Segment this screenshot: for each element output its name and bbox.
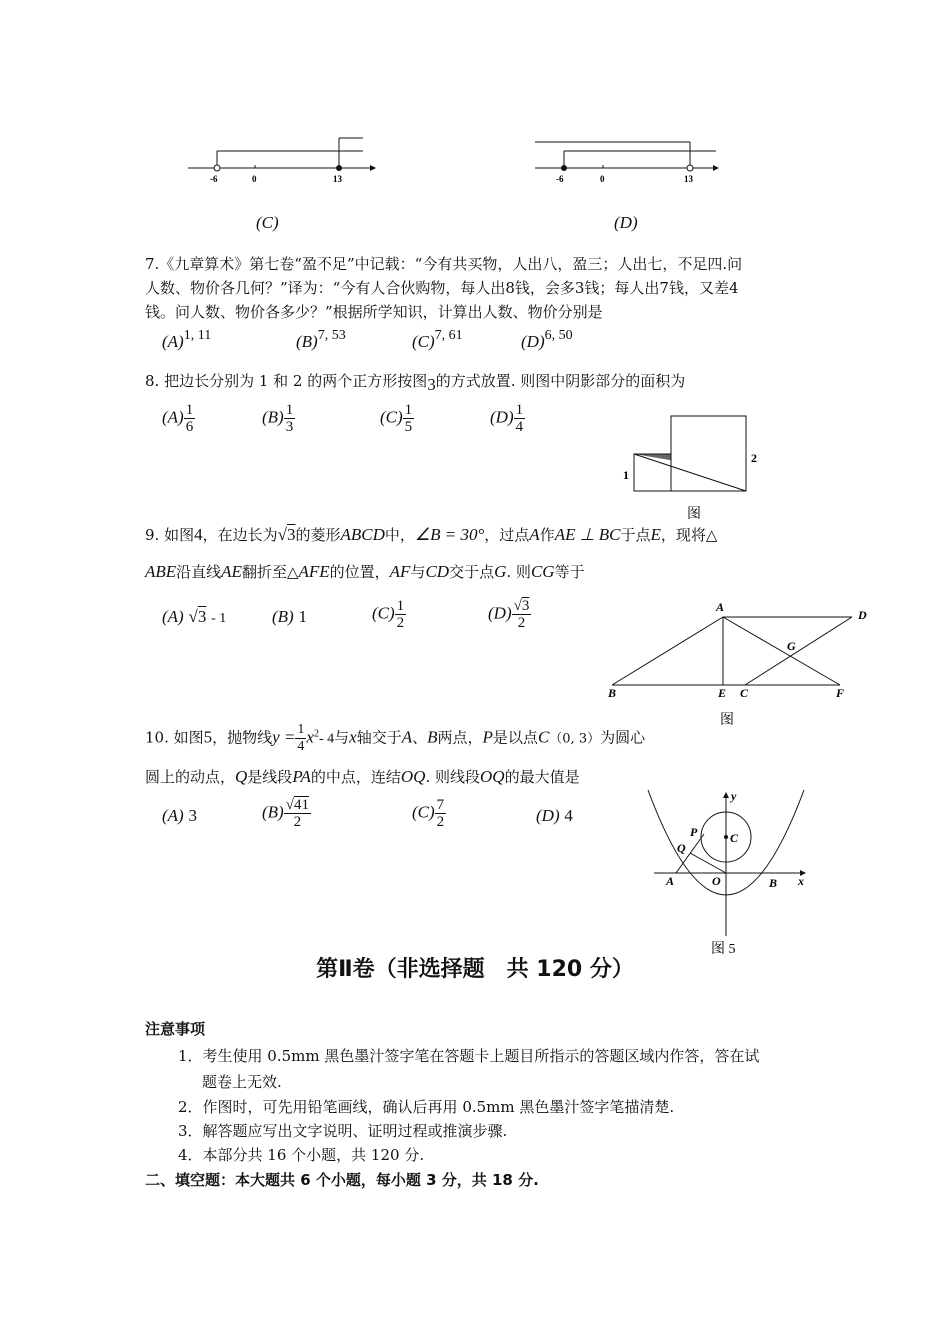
q7-line2: 人数、物价各几何？”译为：“今有人合伙购物，每人出8钱，会多3钱；每人出7钱，又差4 — [145, 279, 739, 297]
fig-label: 1 — [623, 468, 629, 482]
fig-point-label: B — [769, 876, 778, 890]
q7-option-a: (A)1, 11 — [162, 328, 212, 351]
q10-line2: 圆上的动点，Q是线段PA的中点，连结OQ. 则线段OQ的最大值是 — [145, 767, 580, 786]
q9-option-d: (D) $\frac{√3}{2}$ — [488, 598, 530, 631]
q8-option-a: (A) $\frac{1}{6}$ — [162, 402, 194, 435]
q10-option-d: (D) 4 — [536, 806, 573, 825]
tick-label: 13 — [684, 174, 693, 184]
numberline-c-figure — [185, 135, 385, 195]
q7-option-b: (B)7, 53 — [296, 328, 346, 351]
q10-figure — [640, 786, 820, 964]
q9-option-b: (B) 1 — [272, 607, 307, 626]
q10-option-c: (C) $\frac{7}{2}$ — [412, 797, 445, 830]
q9-option-a: (A) √3 - 1 — [162, 607, 227, 626]
option-label-c: (C) — [256, 213, 279, 232]
note-item: 题卷上无效. — [202, 1073, 282, 1091]
note-item: 3．解答题应写出文字说明、证明过程或推演步骤. — [178, 1122, 508, 1140]
q10-option-b: (B) $\frac{√41}{2}$ — [262, 797, 309, 830]
fig-point-label: O — [712, 874, 721, 888]
part2-heading: 二、填空题：本大题共 6 个小题，每小题 3 分，共 18 分. — [145, 1171, 539, 1189]
q8-stem: 8. 把边长分别为 1 和 2 的两个正方形按图3的方式放置. 则图中阴影部分的面积为 — [145, 372, 686, 394]
q7-option-d: (D)6, 50 — [521, 328, 573, 351]
section-title: 第Ⅱ卷（非选择题 共 120 分） — [316, 957, 634, 982]
fig-point-label: P — [690, 825, 698, 839]
tick-label: -6 — [556, 174, 564, 184]
fig-point-label: C — [730, 831, 739, 845]
q7-option-c: (C)7, 61 — [412, 328, 463, 351]
fig-caption: 图 — [720, 713, 734, 728]
fig-caption: 图 — [687, 507, 701, 522]
q9-option-c: (C) $\frac{1}{2}$ — [372, 598, 405, 631]
notes-heading: 注意事项 — [145, 1020, 206, 1038]
fig-point-label: Q — [677, 841, 686, 855]
fig-point-label: B — [608, 686, 617, 700]
q7-line1: 7.《九章算术》第七卷“盈不足”中记载：“今有共买物，人出八，盈三；人出七，不足四.问 — [145, 255, 743, 273]
q8-option-c: (C) $\frac{1}{5}$ — [380, 402, 413, 435]
q9-line2: ABE沿直线AE翻折至△AFE的位置，AF与CD交于点G. 则CG等于 — [145, 562, 585, 581]
numberline-d-figure — [530, 135, 730, 195]
note-item: 1．考生使用 0.5mm 黑色墨汁签字笔在答题卡上题目所指示的答题区域内作答，答在试 — [178, 1047, 760, 1065]
fig-point-label: A — [716, 600, 725, 614]
fig-caption: 图 5 — [711, 942, 736, 957]
tick-label: 13 — [333, 174, 342, 184]
fig-point-label: D — [858, 608, 867, 622]
tick-label: 0 — [600, 174, 605, 184]
fig-point-label: E — [718, 686, 727, 700]
note-item: 2．作图时，可先用铅笔画线，确认后再用 0.5mm 黑色墨汁签字笔描清楚. — [178, 1098, 675, 1116]
fig-point-label: F — [836, 686, 845, 700]
fig-axis-label: y — [731, 789, 737, 803]
fig-axis-label: x — [798, 874, 804, 888]
q10-line1: 10. 如图5，抛物线y = $\frac{1}{4}$ $x^2-$ 4与x轴交于A、B两点，P是以点C（0, 3）为圆心 — [145, 722, 646, 754]
q9-line1: 9. 如图4，在边长为√3的菱形ABCD中，∠B = 30°，过点A作AE ⊥ BC于点E，现将△ — [145, 525, 718, 544]
q8-option-b: (B) $\frac{1}{3}$ — [262, 402, 294, 435]
fig-label: 2 — [751, 451, 757, 465]
option-label-d: (D) — [614, 213, 638, 232]
q8-figure — [615, 410, 775, 522]
note-item: 4．本部分共 16 个小题，共 120 分. — [178, 1146, 425, 1164]
q7-line3: 钱。问人数、物价各多少？”根据所学知识，计算出人数、物价分别是 — [145, 303, 603, 321]
q10-option-a: (A) 3 — [162, 806, 197, 825]
fig-point-label: A — [666, 874, 675, 888]
fig-point-label: C — [740, 686, 749, 700]
q8-option-d: (D) $\frac{1}{4}$ — [490, 402, 524, 435]
tick-label: 0 — [252, 174, 257, 184]
tick-label: -6 — [210, 174, 218, 184]
fig-point-label: G — [787, 639, 796, 653]
q9-figure — [600, 596, 880, 732]
